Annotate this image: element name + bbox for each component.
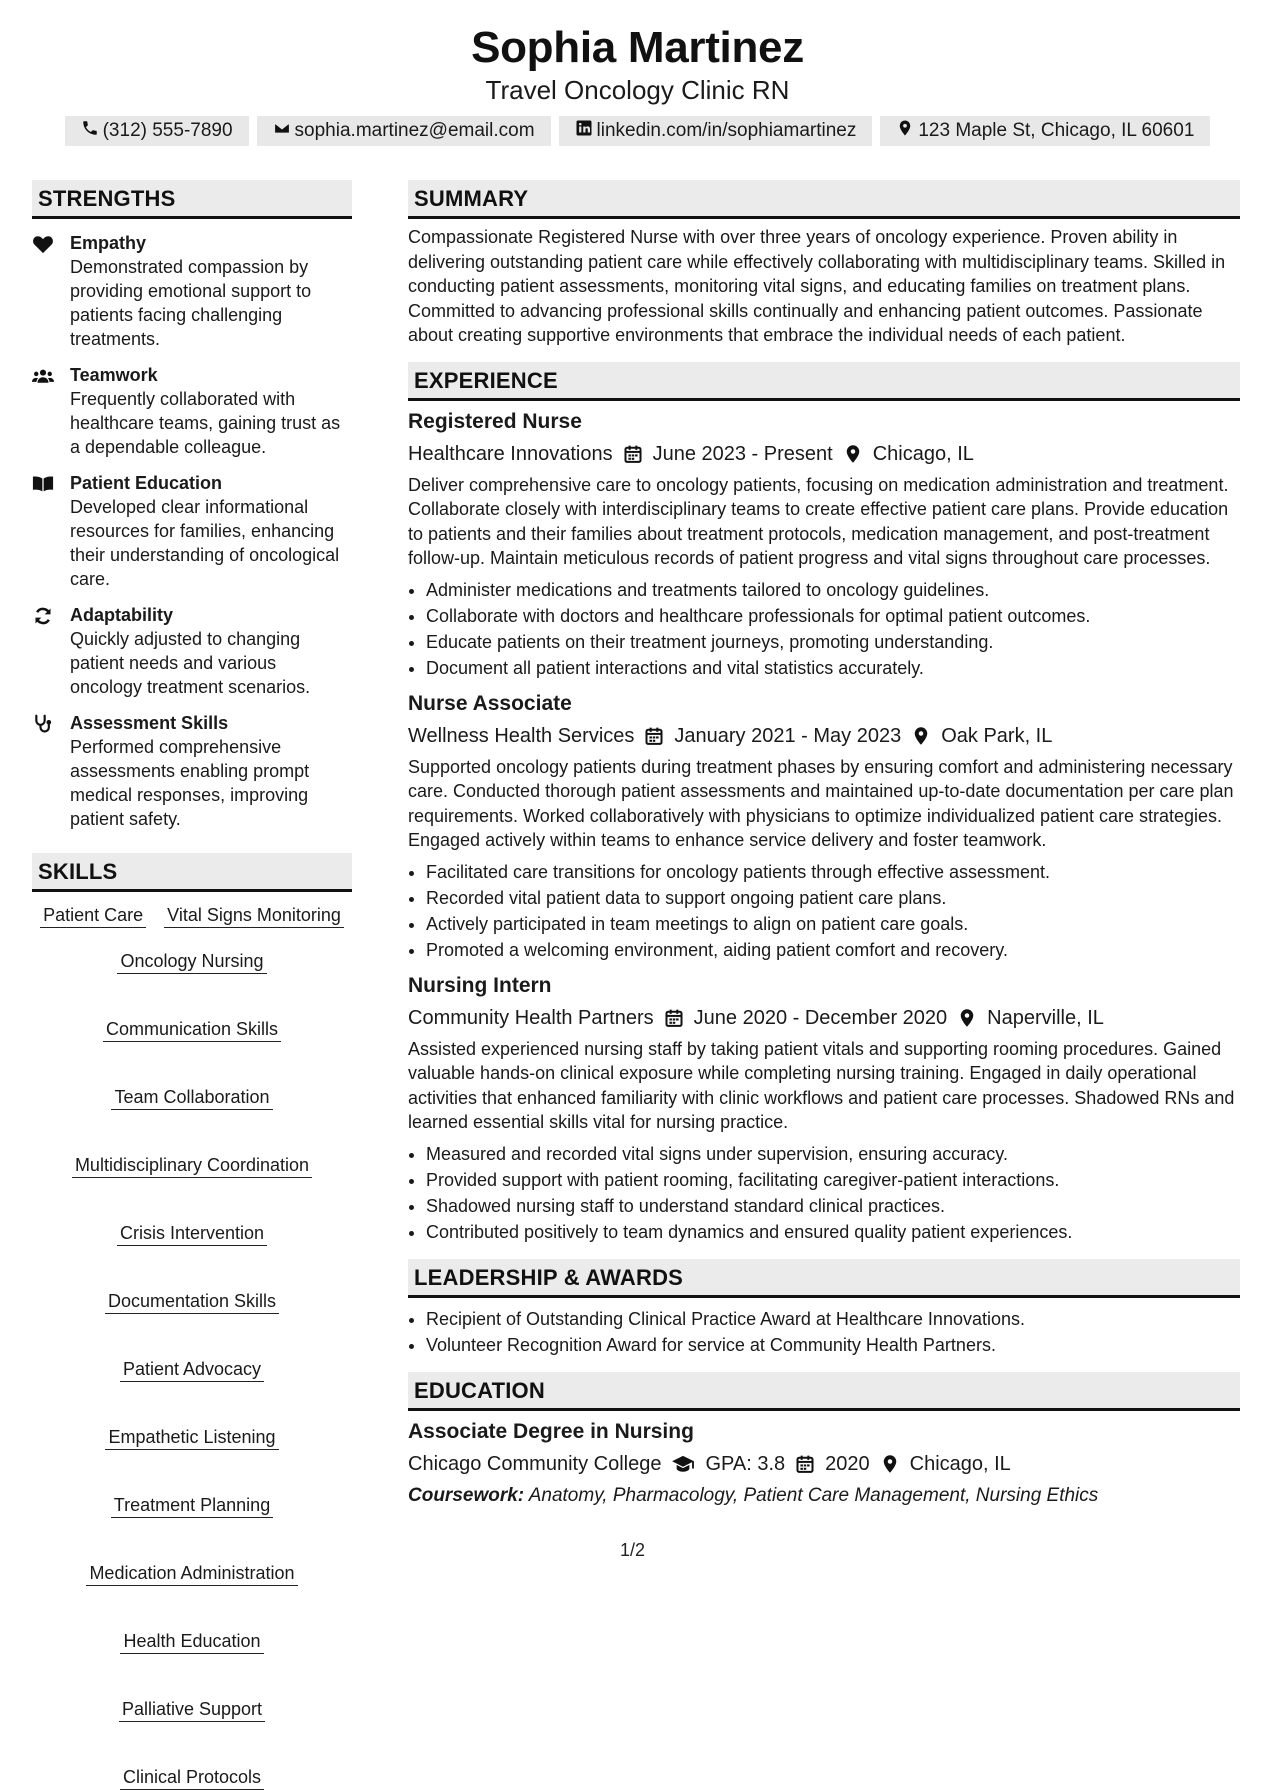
job-bullet: • Contributed positively to team dynamics and ensured quality patient experiences. — [426, 1219, 1240, 1245]
resume-header — [0, 0, 1275, 146]
job-bullet: • Promoted a welcoming environment, aiding patient comfort and recovery. — [426, 937, 1240, 963]
job-bullet: • Educate patients on their treatment journeys, promoting understanding. — [426, 629, 1240, 655]
graduation-year: 2020 — [825, 1452, 870, 1475]
summary-text: Compassionate Registered Nurse with over three years of oncology experience. Proven ability in delivering outstanding patient care while effectively collaborating with multidisciplinary teams. Skilled in conducting patient assessments, monitoring vital signs, and educating families on treatment plans. Committed to advancing professional skills continually and enhancing patient outcomes. Passionate about creating supportive environments that embrace the individual needs of each patient. — [408, 227, 1226, 345]
job-bullets — [408, 577, 1240, 681]
job-bullet: • Recorded vital patient data to support ongoing patient care plans. — [426, 885, 1240, 911]
job-bullet: • Shadowed nursing staff to understand standard clinical practices. — [426, 1193, 1240, 1219]
envelope-icon — [273, 119, 291, 143]
skill-tag: Palliative Support — [119, 1698, 265, 1722]
strength-title: Adaptability — [70, 605, 174, 625]
sync-icon — [32, 603, 70, 699]
strength-item — [32, 471, 352, 591]
strength-desc: Performed comprehensive assessments enabling prompt medical responses, improving patient safety. — [70, 737, 310, 829]
job-description: Supported oncology patients during treatment phases by ensuring comfort and administering necessary care. Conducted thorough patient assessments and maintained up-to-date documentation per care plan requirements. Worked collaboratively with physicians to optimize individualized patient care strategies. Engaged actively within teams to enhance service delivery and foster teamwork. — [408, 756, 1234, 850]
strength-desc: Developed clear informational resources for families, enhancing their understanding of oncological care. — [70, 497, 340, 589]
education-heading: EDUCATION — [408, 1372, 1240, 1411]
skill-tag: Patient Care — [40, 904, 146, 928]
award-bullet: • Volunteer Recognition Award for service at Community Health Partners. — [426, 1332, 1240, 1358]
job-bullets — [408, 859, 1240, 963]
skill-tag: Empathetic Listening — [105, 1426, 278, 1450]
skill-tag: Patient Advocacy — [120, 1358, 264, 1382]
skills-list — [32, 904, 352, 1790]
strength-desc: Frequently collaborated with healthcare teams, gaining trust as a dependable colleague. — [70, 389, 341, 457]
job-dates: June 2020 - December 2020 — [693, 1006, 948, 1029]
job-location: Chicago, IL — [872, 442, 974, 465]
skill-tag: Oncology Nursing — [117, 950, 266, 974]
school-name: Chicago Community College — [408, 1452, 662, 1475]
job-company: Wellness Health Services — [408, 724, 635, 747]
map-pin-icon — [880, 1454, 900, 1474]
experience-heading: EXPERIENCE — [408, 362, 1240, 401]
strength-item — [32, 603, 352, 699]
strength-item — [32, 711, 352, 831]
skill-tag: Treatment Planning — [111, 1494, 273, 1518]
leadership-bullets — [408, 1306, 1240, 1358]
job-company: Community Health Partners — [408, 1006, 654, 1029]
map-pin-icon — [957, 1008, 977, 1028]
linkedin-text[interactable]: linkedin.com/in/sophiamartinez — [596, 120, 857, 141]
address-text: 123 Maple St, Chicago, IL 60601 — [918, 120, 1195, 141]
job-bullet: • Document all patient interactions and vital statistics accurately. — [426, 655, 1240, 681]
contact-phone — [65, 116, 249, 146]
job-title: Nursing Intern — [408, 973, 552, 997]
heart-icon — [32, 231, 70, 351]
job-description: Deliver comprehensive care to oncology patients, focusing on medication administration and treatment. Collaborate closely with interdisciplinary teams to create effective patient care plans. Provide education to patients and their families about treatment protocols, medication management, and post-treatment follow-up. Maintain meticulous records of patient progress and vital signs throughout care processes. — [408, 474, 1229, 568]
contact-linkedin[interactable] — [559, 116, 873, 146]
users-icon — [32, 363, 70, 459]
job-bullet: • Collaborate with doctors and healthcare professionals for optimal patient outcomes. — [426, 603, 1240, 629]
job-entry — [408, 409, 1240, 681]
job-description: Assisted experienced nursing staff by taking patient vitals and supporting rooming procedures. Gained valuable hands-on clinical exposure while completing nursing training. Engaged in daily operational activities that enhanced familiarity with clinic workflows and patient care processes. Shadowed RNs and learned essential skills vital for nursing practice. — [408, 1038, 1235, 1132]
job-dates: January 2021 - May 2023 — [674, 724, 902, 747]
job-title: Registered Nurse — [408, 409, 582, 433]
job-company: Healthcare Innovations — [408, 442, 613, 465]
page-number: 1/2 — [620, 1540, 646, 1560]
strength-title: Empathy — [70, 233, 147, 253]
phone-icon — [81, 119, 99, 143]
strength-title: Teamwork — [70, 365, 158, 385]
job-entry — [408, 691, 1240, 963]
right-column — [408, 180, 1240, 1509]
calendar-icon — [623, 444, 643, 464]
contact-address — [880, 116, 1210, 146]
strength-item — [32, 231, 352, 351]
left-column — [32, 180, 352, 1790]
calendar-icon — [644, 726, 664, 746]
job-entry — [408, 973, 1240, 1245]
job-location: Oak Park, IL — [941, 724, 1053, 747]
skill-tag: Medication Administration — [86, 1562, 297, 1586]
strength-title: Assessment Skills — [70, 713, 229, 733]
job-dates: June 2023 - Present — [652, 442, 833, 465]
skill-tag: Communication Skills — [103, 1018, 281, 1042]
skill-tag: Documentation Skills — [105, 1290, 279, 1314]
skill-tag: Clinical Protocols — [120, 1766, 264, 1790]
graduation-cap-icon — [671, 1454, 695, 1474]
job-meta — [408, 441, 1240, 467]
job-bullet: • Measured and recorded vital signs under supervision, ensuring accuracy. — [426, 1141, 1240, 1167]
job-bullet: • Actively participated in team meetings to align on patient care goals. — [426, 911, 1240, 937]
job-bullet: • Provided support with patient rooming, facilitating caregiver-patient interactions. — [426, 1167, 1240, 1193]
summary-heading: SUMMARY — [408, 180, 1240, 219]
coursework-list: Anatomy, Pharmacology, Patient Care Management, Nursing Ethics — [528, 1484, 1099, 1506]
school-location: Chicago, IL — [909, 1452, 1011, 1475]
map-pin-icon — [911, 726, 931, 746]
calendar-icon — [795, 1454, 815, 1474]
calendar-icon — [664, 1008, 684, 1028]
skill-tag: Multidisciplinary Coordination — [72, 1154, 312, 1178]
book-icon — [32, 471, 70, 591]
contact-bar — [0, 116, 1275, 146]
skills-heading: SKILLS — [32, 853, 352, 892]
strength-item — [32, 363, 352, 459]
map-pin-icon — [843, 444, 863, 464]
candidate-title: Travel Oncology Clinic RN — [485, 75, 790, 105]
candidate-name: Sophia Martinez — [471, 23, 804, 72]
strength-title: Patient Education — [70, 473, 223, 493]
strength-desc: Demonstrated compassion by providing emotional support to patients facing challenging treatments. — [70, 257, 312, 349]
strength-desc: Quickly adjusted to changing patient needs and various oncology treatment scenarios. — [70, 629, 311, 697]
job-bullet: • Facilitated care transitions for oncology patients through effective assessment. — [426, 859, 1240, 885]
coursework-label: Coursework: — [408, 1484, 525, 1506]
degree-title: Associate Degree in Nursing — [408, 1419, 694, 1443]
linkedin-icon — [575, 119, 593, 143]
phone-text: (312) 555-7890 — [102, 120, 233, 141]
map-pin-icon — [896, 119, 914, 143]
email-text[interactable]: sophia.martinez@email.com — [294, 120, 535, 141]
strengths-heading: STRENGTHS — [32, 180, 352, 219]
job-bullets — [408, 1141, 1240, 1245]
job-bullet: • Administer medications and treatments tailored to oncology guidelines. — [426, 577, 1240, 603]
job-title: Nurse Associate — [408, 691, 572, 715]
job-meta — [408, 1005, 1240, 1031]
skill-tag: Crisis Intervention — [117, 1222, 267, 1246]
job-location: Naperville, IL — [987, 1006, 1104, 1029]
award-bullet: • Recipient of Outstanding Clinical Practice Award at Healthcare Innovations. — [426, 1306, 1240, 1332]
gpa-text: GPA: 3.8 — [705, 1452, 786, 1475]
contact-email[interactable] — [257, 116, 551, 146]
skill-tag: Health Education — [120, 1630, 263, 1654]
skill-tag: Vital Signs Monitoring — [164, 904, 344, 928]
job-meta — [408, 723, 1240, 749]
education-meta — [408, 1451, 1240, 1477]
leadership-heading: LEADERSHIP & AWARDS — [408, 1259, 1240, 1298]
stethoscope-icon — [32, 711, 70, 831]
skill-tag: Team Collaboration — [111, 1086, 272, 1110]
coursework-line — [408, 1483, 1240, 1509]
